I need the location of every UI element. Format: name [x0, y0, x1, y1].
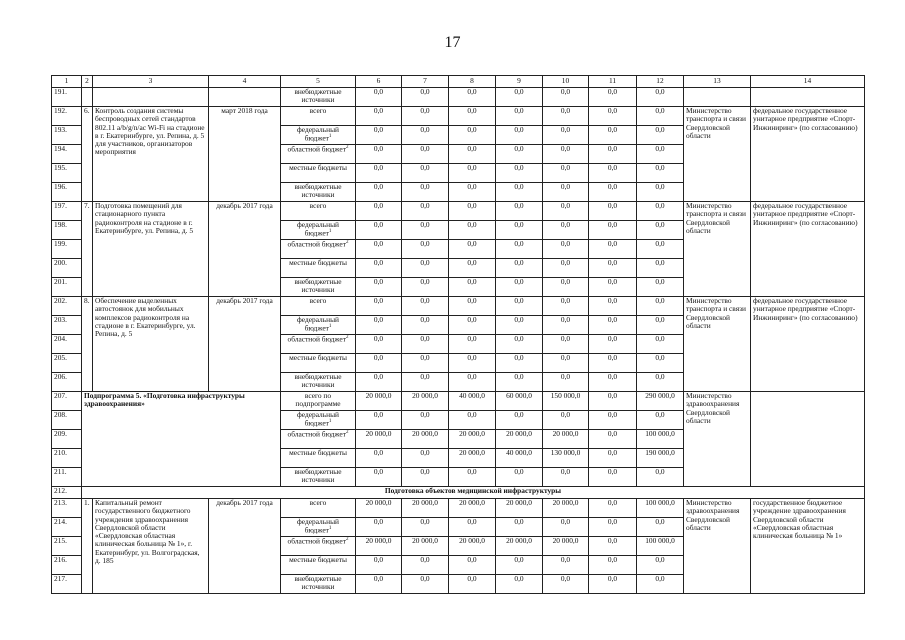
funding-source: всего — [281, 297, 356, 316]
amount-cell: 0,0 — [356, 297, 402, 316]
row-number: 210. — [52, 449, 82, 468]
amount-cell: 0,0 — [402, 449, 449, 468]
amount-cell: 20 000,0 — [402, 430, 449, 449]
footnote-mark: 2 — [345, 240, 349, 245]
footnote-mark: 1 — [328, 229, 332, 235]
amount-cell: 0,0 — [543, 373, 589, 392]
amount-cell: 0,0 — [637, 221, 684, 240]
item-index: 1. — [82, 499, 93, 594]
row-number: 208. — [52, 411, 82, 430]
amount-cell: 0,0 — [402, 145, 449, 164]
amount-cell: 0,0 — [637, 518, 684, 537]
amount-cell: 0,0 — [449, 316, 496, 335]
amount-cell: 0,0 — [496, 468, 543, 487]
amount-cell: 0,0 — [402, 518, 449, 537]
amount-cell: 0,0 — [637, 145, 684, 164]
amount-cell: 0,0 — [589, 221, 637, 240]
column-number: 11 — [589, 76, 637, 88]
amount-cell: 0,0 — [496, 411, 543, 430]
executor: Министерство транспорта и связи Свердловской области — [684, 297, 751, 392]
amount-cell: 20 000,0 — [543, 430, 589, 449]
executor: Министерство здравоохранения Свердловской области — [684, 392, 751, 487]
amount-cell: 0,0 — [449, 88, 496, 107]
amount-cell: 0,0 — [402, 183, 449, 202]
row-number: 209. — [52, 430, 82, 449]
amount-cell: 0,0 — [449, 202, 496, 221]
footnote-mark: 1 — [328, 324, 332, 330]
row-number: 213. — [52, 499, 82, 518]
amount-cell: 0,0 — [496, 88, 543, 107]
amount-cell: 0,0 — [356, 335, 402, 354]
funding-source: местные бюджеты — [281, 164, 356, 183]
amount-cell: 0,0 — [496, 297, 543, 316]
amount-cell: 190 000,0 — [637, 449, 684, 468]
amount-cell: 0,0 — [589, 297, 637, 316]
amount-cell: 0,0 — [449, 468, 496, 487]
funding-source: внебюджетные источники — [281, 183, 356, 202]
amount-cell: 0,0 — [402, 411, 449, 430]
funding-source: всего — [281, 202, 356, 221]
funding-source: областной бюджет$^2$ — [281, 430, 356, 449]
amount-cell: 0,0 — [543, 411, 589, 430]
column-number: 6 — [356, 76, 402, 88]
amount-cell: 20 000,0 — [402, 392, 449, 411]
amount-cell: 0,0 — [402, 556, 449, 575]
column-number: 2 — [82, 76, 93, 88]
row-number: 198. — [52, 221, 82, 240]
amount-cell: 0,0 — [356, 202, 402, 221]
amount-cell: 0,0 — [356, 575, 402, 594]
funding-source: всего — [281, 107, 356, 126]
amount-cell: 0,0 — [637, 316, 684, 335]
funding-source: федеральный бюджет$^1$ — [281, 518, 356, 537]
amount-cell: 0,0 — [543, 297, 589, 316]
funding-source: местные бюджеты — [281, 449, 356, 468]
funding-source: областной бюджет$^2$ — [281, 145, 356, 164]
amount-cell: 0,0 — [402, 575, 449, 594]
amount-cell: 150 000,0 — [543, 392, 589, 411]
column-number-row — [52, 76, 865, 88]
item-description: Подготовка помещений для стационарного пункта радиоконтроля на стадионе в г. Екатеринбурге, ул. Репина, д. 5 — [93, 202, 209, 297]
amount-cell: 0,0 — [449, 164, 496, 183]
recipient: государственное бюджетное учреждение здравоохранения Свердловской области «Свердловская областная клиническая больница № 1» — [751, 499, 865, 594]
amount-cell: 0,0 — [402, 278, 449, 297]
amount-cell: 0,0 — [496, 518, 543, 537]
amount-cell: 0,0 — [543, 259, 589, 278]
item-deadline — [209, 88, 281, 107]
amount-cell: 0,0 — [496, 556, 543, 575]
recipient: федеральное государственное унитарное предприятие «Спорт-Инжиниринг» (по согласованию) — [751, 107, 865, 202]
column-number: 12 — [637, 76, 684, 88]
amount-cell: 0,0 — [402, 88, 449, 107]
funding-source: внебюджетные источники — [281, 278, 356, 297]
amount-cell: 0,0 — [402, 240, 449, 259]
row-number: 207. — [52, 392, 82, 411]
amount-cell: 0,0 — [589, 335, 637, 354]
funding-source: областной бюджет$^2$ — [281, 335, 356, 354]
item-deadline: декабрь 2017 года — [209, 297, 281, 392]
amount-cell: 20 000,0 — [449, 430, 496, 449]
amount-cell: 0,0 — [589, 126, 637, 145]
column-number: 7 — [402, 76, 449, 88]
footnote-mark: 1 — [328, 419, 332, 425]
amount-cell: 0,0 — [637, 126, 684, 145]
amount-cell: 0,0 — [543, 240, 589, 259]
funding-table — [51, 75, 865, 594]
amount-cell: 0,0 — [637, 468, 684, 487]
amount-cell: 0,0 — [589, 468, 637, 487]
amount-cell: 0,0 — [356, 126, 402, 145]
footnote-mark: 1 — [328, 526, 332, 532]
amount-cell: 0,0 — [356, 449, 402, 468]
amount-cell: 0,0 — [543, 126, 589, 145]
amount-cell: 0,0 — [543, 221, 589, 240]
amount-cell: 0,0 — [637, 88, 684, 107]
amount-cell: 0,0 — [356, 468, 402, 487]
amount-cell: 0,0 — [449, 183, 496, 202]
amount-cell: 0,0 — [637, 575, 684, 594]
amount-cell: 0,0 — [637, 411, 684, 430]
amount-cell: 0,0 — [449, 556, 496, 575]
amount-cell: 0,0 — [402, 335, 449, 354]
amount-cell: 20 000,0 — [496, 430, 543, 449]
amount-cell: 0,0 — [356, 259, 402, 278]
amount-cell: 0,0 — [637, 259, 684, 278]
amount-cell: 0,0 — [496, 183, 543, 202]
amount-cell: 20 000,0 — [543, 537, 589, 556]
amount-cell: 0,0 — [543, 183, 589, 202]
footnote-mark: 2 — [345, 145, 349, 150]
amount-cell: 0,0 — [496, 221, 543, 240]
amount-cell: 0,0 — [543, 88, 589, 107]
amount-cell: 0,0 — [637, 202, 684, 221]
amount-cell: 0,0 — [589, 316, 637, 335]
funding-source: местные бюджеты — [281, 556, 356, 575]
amount-cell: 0,0 — [496, 278, 543, 297]
column-number: 14 — [751, 76, 865, 88]
footnote-mark: 2 — [345, 335, 349, 340]
amount-cell: 0,0 — [356, 373, 402, 392]
row-number: 205. — [52, 354, 82, 373]
funding-source: областной бюджет$^2$ — [281, 537, 356, 556]
amount-cell: 0,0 — [402, 259, 449, 278]
amount-cell: 20 000,0 — [402, 499, 449, 518]
amount-cell: 0,0 — [356, 145, 402, 164]
row-number: 194. — [52, 145, 82, 164]
amount-cell: 0,0 — [543, 575, 589, 594]
funding-source: местные бюджеты — [281, 259, 356, 278]
item-description: Контроль создания системы беспроводных сетей стандартов 802.11 a/b/g/n/ac Wi-Fi на стадионе в г. Екатеринбурге, ул. Репина, д. 5 для участников, организаторов мероприятия — [93, 107, 209, 202]
funding-source: федеральный бюджет$^1$ — [281, 411, 356, 430]
column-number: 1 — [52, 76, 82, 88]
row-number: 215. — [52, 537, 82, 556]
amount-cell: 0,0 — [402, 373, 449, 392]
row-number: 211. — [52, 468, 82, 487]
amount-cell: 0,0 — [449, 411, 496, 430]
amount-cell: 0,0 — [543, 316, 589, 335]
amount-cell: 0,0 — [402, 354, 449, 373]
row-number: 212. — [52, 487, 82, 499]
amount-cell: 0,0 — [589, 278, 637, 297]
amount-cell: 0,0 — [637, 335, 684, 354]
funding-source: внебюджетные источники — [281, 575, 356, 594]
amount-cell: 0,0 — [543, 335, 589, 354]
row-number: 195. — [52, 164, 82, 183]
executor: Министерство здравоохранения Свердловской области — [684, 499, 751, 594]
amount-cell: 0,0 — [449, 297, 496, 316]
column-number: 10 — [543, 76, 589, 88]
item-index: 8. — [82, 297, 93, 392]
row-number: 192. — [52, 107, 82, 126]
amount-cell: 0,0 — [402, 221, 449, 240]
funding-source: федеральный бюджет$^1$ — [281, 316, 356, 335]
amount-cell: 0,0 — [356, 240, 402, 259]
amount-cell: 0,0 — [589, 575, 637, 594]
amount-cell: 0,0 — [402, 468, 449, 487]
row-number: 193. — [52, 126, 82, 145]
amount-cell: 0,0 — [543, 164, 589, 183]
column-number: 3 — [93, 76, 209, 88]
column-number: 4 — [209, 76, 281, 88]
amount-cell: 0,0 — [543, 354, 589, 373]
amount-cell: 0,0 — [589, 107, 637, 126]
executor: Министерство транспорта и связи Свердловской области — [684, 202, 751, 297]
amount-cell: 40 000,0 — [449, 392, 496, 411]
row-number: 202. — [52, 297, 82, 316]
amount-cell: 0,0 — [449, 221, 496, 240]
recipient — [751, 392, 865, 487]
amount-cell: 0,0 — [496, 373, 543, 392]
amount-cell: 20 000,0 — [356, 499, 402, 518]
amount-cell: 0,0 — [402, 316, 449, 335]
amount-cell: 0,0 — [356, 556, 402, 575]
recipient: федеральное государственное унитарное предприятие «Спорт-Инжиниринг» (по согласованию) — [751, 202, 865, 297]
amount-cell: 0,0 — [496, 240, 543, 259]
amount-cell: 290 000,0 — [637, 392, 684, 411]
amount-cell: 0,0 — [356, 518, 402, 537]
item-description — [93, 88, 209, 107]
amount-cell: 100 000,0 — [637, 537, 684, 556]
item-description: Капитальный ремонт государственного бюджетного учреждения здравоохранения Свердловской области «Свердловская областная клиническая больница № 1», г. Екатеринбург, ул. Волгоградская, д. 185 — [93, 499, 209, 594]
amount-cell: 20 000,0 — [449, 499, 496, 518]
amount-cell: 0,0 — [496, 202, 543, 221]
row-number: 214. — [52, 518, 82, 537]
table-row — [52, 499, 865, 518]
section-row — [52, 487, 865, 499]
amount-cell: 0,0 — [496, 259, 543, 278]
funding-source: местные бюджеты — [281, 354, 356, 373]
amount-cell: 0,0 — [589, 88, 637, 107]
amount-cell: 0,0 — [356, 354, 402, 373]
footnote-mark: 2 — [345, 537, 349, 542]
item-deadline: декабрь 2017 года — [209, 499, 281, 594]
amount-cell: 0,0 — [449, 259, 496, 278]
amount-cell: 0,0 — [543, 278, 589, 297]
amount-cell: 0,0 — [449, 335, 496, 354]
amount-cell: 0,0 — [496, 335, 543, 354]
amount-cell: 0,0 — [356, 221, 402, 240]
amount-cell: 20 000,0 — [543, 499, 589, 518]
amount-cell: 0,0 — [402, 202, 449, 221]
amount-cell: 0,0 — [589, 411, 637, 430]
amount-cell: 0,0 — [449, 240, 496, 259]
amount-cell: 0,0 — [449, 518, 496, 537]
executor — [684, 88, 751, 107]
amount-cell: 0,0 — [449, 575, 496, 594]
footnote-mark: 2 — [345, 430, 349, 435]
amount-cell: 0,0 — [637, 164, 684, 183]
amount-cell: 0,0 — [449, 278, 496, 297]
amount-cell: 0,0 — [402, 297, 449, 316]
amount-cell: 0,0 — [589, 259, 637, 278]
amount-cell: 0,0 — [589, 449, 637, 468]
amount-cell: 0,0 — [637, 183, 684, 202]
amount-cell: 40 000,0 — [496, 449, 543, 468]
amount-cell: 0,0 — [543, 518, 589, 537]
amount-cell: 0,0 — [449, 354, 496, 373]
row-number: 216. — [52, 556, 82, 575]
amount-cell: 0,0 — [637, 354, 684, 373]
amount-cell: 60 000,0 — [496, 392, 543, 411]
amount-cell: 0,0 — [589, 373, 637, 392]
row-number: 206. — [52, 373, 82, 392]
table-row — [52, 88, 865, 107]
amount-cell: 0,0 — [356, 164, 402, 183]
funding-source: областной бюджет$^2$ — [281, 240, 356, 259]
column-number: 9 — [496, 76, 543, 88]
amount-cell: 0,0 — [402, 107, 449, 126]
amount-cell: 0,0 — [356, 411, 402, 430]
page-number: 17 — [444, 34, 461, 51]
row-number: 191. — [52, 88, 82, 107]
item-description: Обеспечение выделенных автостоянок для мобильных комплексов радиоконтроля на стадионе в г. Екатеринбурге, ул. Репина, д. 5 — [93, 297, 209, 392]
amount-cell: 0,0 — [589, 537, 637, 556]
amount-cell: 0,0 — [496, 145, 543, 164]
funding-source: федеральный бюджет$^1$ — [281, 126, 356, 145]
table-row — [52, 107, 865, 126]
amount-cell: 0,0 — [402, 164, 449, 183]
amount-cell: 0,0 — [543, 556, 589, 575]
amount-cell: 20 000,0 — [449, 449, 496, 468]
amount-cell: 20 000,0 — [356, 537, 402, 556]
executor: Министерство транспорта и связи Свердловской области — [684, 107, 751, 202]
row-number: 203. — [52, 316, 82, 335]
amount-cell: 0,0 — [356, 316, 402, 335]
footnote-mark: 1 — [328, 134, 332, 140]
amount-cell: 0,0 — [356, 183, 402, 202]
column-number: 13 — [684, 76, 751, 88]
amount-cell: 0,0 — [496, 354, 543, 373]
amount-cell: 0,0 — [356, 107, 402, 126]
amount-cell: 0,0 — [543, 202, 589, 221]
amount-cell: 0,0 — [589, 430, 637, 449]
amount-cell: 0,0 — [496, 164, 543, 183]
subprogram-title: Подпрограмма 5. «Подготовка инфраструктуры здравоохранения» — [82, 392, 281, 487]
column-number: 5 — [281, 76, 356, 88]
amount-cell: 0,0 — [589, 354, 637, 373]
amount-cell: 20 000,0 — [496, 537, 543, 556]
amount-cell: 0,0 — [356, 278, 402, 297]
amount-cell: 0,0 — [543, 468, 589, 487]
amount-cell: 0,0 — [589, 518, 637, 537]
amount-cell: 100 000,0 — [637, 430, 684, 449]
recipient: федеральное государственное унитарное предприятие «Спорт-Инжиниринг» (по согласованию) — [751, 297, 865, 392]
amount-cell: 0,0 — [449, 126, 496, 145]
amount-cell: 20 000,0 — [356, 392, 402, 411]
column-number: 8 — [449, 76, 496, 88]
amount-cell: 0,0 — [589, 164, 637, 183]
amount-cell: 0,0 — [589, 556, 637, 575]
amount-cell: 0,0 — [589, 145, 637, 164]
amount-cell: 0,0 — [637, 373, 684, 392]
funding-source: внебюджетные источники — [281, 373, 356, 392]
amount-cell: 0,0 — [637, 278, 684, 297]
row-number: 217. — [52, 575, 82, 594]
item-index — [82, 88, 93, 107]
amount-cell: 20 000,0 — [449, 537, 496, 556]
table-row — [52, 392, 865, 411]
row-number: 201. — [52, 278, 82, 297]
section-title: Подготовка объектов медицинской инфраструктуры — [82, 487, 865, 499]
amount-cell: 0,0 — [637, 556, 684, 575]
amount-cell: 0,0 — [402, 126, 449, 145]
item-index: 6. — [82, 107, 93, 202]
funding-source: всего по подпрограмме — [281, 392, 356, 411]
item-deadline: декабрь 2017 года — [209, 202, 281, 297]
row-number: 200. — [52, 259, 82, 278]
amount-cell: 0,0 — [496, 126, 543, 145]
row-number: 197. — [52, 202, 82, 221]
amount-cell: 20 000,0 — [356, 430, 402, 449]
item-deadline: март 2018 года — [209, 107, 281, 202]
row-number: 196. — [52, 183, 82, 202]
amount-cell: 20 000,0 — [402, 537, 449, 556]
amount-cell: 0,0 — [589, 499, 637, 518]
amount-cell: 0,0 — [449, 145, 496, 164]
amount-cell: 100 000,0 — [637, 499, 684, 518]
amount-cell: 0,0 — [449, 373, 496, 392]
amount-cell: 20 000,0 — [496, 499, 543, 518]
funding-source: внебюджетные источники — [281, 468, 356, 487]
recipient — [751, 88, 865, 107]
amount-cell: 0,0 — [637, 107, 684, 126]
amount-cell: 0,0 — [637, 297, 684, 316]
amount-cell: 0,0 — [589, 240, 637, 259]
row-number: 204. — [52, 335, 82, 354]
amount-cell: 0,0 — [589, 183, 637, 202]
amount-cell: 0,0 — [449, 107, 496, 126]
amount-cell: 0,0 — [496, 316, 543, 335]
table-row — [52, 202, 865, 221]
funding-source: федеральный бюджет$^1$ — [281, 221, 356, 240]
amount-cell: 0,0 — [356, 88, 402, 107]
funding-source: всего — [281, 499, 356, 518]
table-row — [52, 297, 865, 316]
row-number: 199. — [52, 240, 82, 259]
amount-cell: 0,0 — [543, 145, 589, 164]
amount-cell: 0,0 — [637, 240, 684, 259]
item-index: 7. — [82, 202, 93, 297]
funding-source: внебюджетные источники — [281, 88, 356, 107]
amount-cell: 0,0 — [589, 392, 637, 411]
amount-cell: 130 000,0 — [543, 449, 589, 468]
amount-cell: 0,0 — [496, 107, 543, 126]
amount-cell: 0,0 — [496, 575, 543, 594]
amount-cell: 0,0 — [589, 202, 637, 221]
amount-cell: 0,0 — [543, 107, 589, 126]
